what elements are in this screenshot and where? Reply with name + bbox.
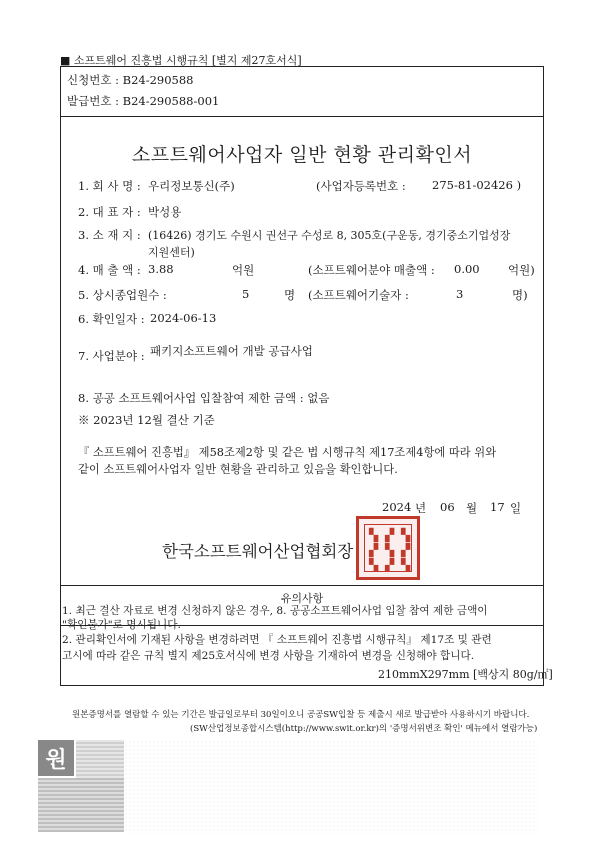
issuer-name: 한국소프트웨어산업협회장 bbox=[162, 542, 354, 561]
issue-number: 발급번호 : B24-290588-001 bbox=[67, 94, 220, 108]
employees-value: 5 bbox=[242, 287, 250, 301]
sw-tech-label: (소프트웨어기술자 : bbox=[308, 288, 409, 302]
note-line-2: "확인불가"로 명시됩니다. bbox=[62, 619, 181, 631]
security-band-lower bbox=[38, 778, 124, 832]
employees-label: 5. 상시종업원수 : bbox=[78, 288, 167, 302]
header-divider bbox=[60, 116, 544, 117]
note-line-1: 1. 최근 결산 자료로 변경 신청하지 않은 경우, 8. 공공소프트웨어사업 입찰 참여 제한 금액이 bbox=[62, 605, 488, 617]
note-line-4: 고시에 따라 같은 규칙 별지 제25호서식에 변경 사항을 기재하여 변경을 신청해야 합니다. bbox=[62, 650, 475, 662]
bizno-value: 275-81-02426 ) bbox=[432, 178, 522, 192]
official-seal-stamp: ▚ ▞ ▚ ▞ ▚ ▞ ▚ ▞ ▚ bbox=[356, 516, 420, 580]
original-mark-icon: 원 bbox=[38, 740, 74, 776]
business-field-value: 패키지소프트웨어 개발 공급사업 bbox=[150, 344, 313, 358]
date-day: 17 bbox=[490, 500, 505, 514]
sw-sales-value: 0.00 bbox=[454, 262, 480, 276]
notes-divider bbox=[60, 585, 544, 586]
document-title: 소프트웨어사업자 일반 현황 관리확인서 bbox=[131, 144, 473, 166]
address-label: 3. 소 재 지 : bbox=[78, 228, 141, 242]
date-month-unit: 월 bbox=[466, 501, 478, 515]
ceo-label: 2. 대 표 자 : bbox=[78, 205, 141, 219]
sales-label: 4. 매 출 액 : bbox=[78, 263, 141, 277]
sw-tech-value: 3 bbox=[456, 287, 464, 301]
company-value: 우리정보통신(주) bbox=[148, 179, 235, 193]
date-year: 2024 bbox=[382, 500, 412, 514]
statement-line-1: 『 소프트웨어 진흥법』 제58조제2항 및 같은 법 시행규칙 제17조제4항에 따라 위와 bbox=[78, 446, 497, 459]
note-line-3: 2. 관리확인서에 기재된 사항을 변경하려면 『 소프트웨어 진흥법 시행규칙』 제17조 및 관련 bbox=[62, 634, 492, 646]
confirm-date-value: 2024-06-13 bbox=[150, 311, 217, 325]
business-field-label: 7. 사업분야 : bbox=[78, 349, 145, 363]
notes-heading: 유의사항 bbox=[280, 592, 324, 605]
date-day-unit: 일 bbox=[510, 501, 522, 515]
footer-validity-note: 원본증명서를 열람할 수 있는 기간은 발급일로부터 30일이오니 공공SW입찰 등 제출시 새로 발급받아 사용하시기 바랍니다. bbox=[72, 710, 530, 720]
statement-line-2: 같이 소프트웨어사업자 일반 현황을 관리하고 있음을 확인합니다. bbox=[78, 463, 398, 476]
confirm-date-label: 6. 확인일자 : bbox=[78, 312, 145, 326]
employees-unit: 명 bbox=[284, 288, 296, 302]
sw-sales-label: (소프트웨어분야 매출액 : bbox=[308, 263, 435, 277]
sw-tech-unit: 명) bbox=[512, 288, 528, 302]
date-month: 06 bbox=[440, 500, 455, 514]
paper-spec: 210mmX297mm [백상지 80g/㎡] bbox=[378, 668, 553, 681]
address-line-1: (16426) 경기도 수원시 권선구 수성로 8, 305호(구운동, 경기중소기업성장 bbox=[148, 229, 511, 242]
sales-unit: 억원 bbox=[232, 263, 255, 277]
bid-restriction: 8. 공공 소프트웨어사업 입찰참여 제한 금액 : 없음 bbox=[78, 391, 330, 405]
application-number: 신청번호 : B24-290588 bbox=[67, 73, 194, 87]
bizno-label: (사업자등록번호 : bbox=[316, 179, 406, 193]
date-year-unit: 년 bbox=[415, 501, 427, 515]
sw-sales-unit: 억원) bbox=[508, 263, 535, 277]
sales-value: 3.88 bbox=[148, 262, 174, 276]
address-line-2: 지원센터) bbox=[148, 246, 195, 259]
company-label: 1. 회 사 명 : bbox=[78, 179, 141, 193]
settlement-basis: ※ 2023년 12월 결산 기준 bbox=[78, 413, 215, 427]
verification-pattern bbox=[124, 740, 538, 834]
ceo-value: 박성용 bbox=[148, 205, 182, 219]
form-label: ■ 소프트웨어 진흥법 시행규칙 [별지 제27호서식] bbox=[60, 54, 302, 67]
footer-verify-note: (SW산업정보종합시스템(http://www.swit.or.kr)의 '증명서위변조 확인' 메뉴에서 열람가능) bbox=[190, 724, 538, 734]
